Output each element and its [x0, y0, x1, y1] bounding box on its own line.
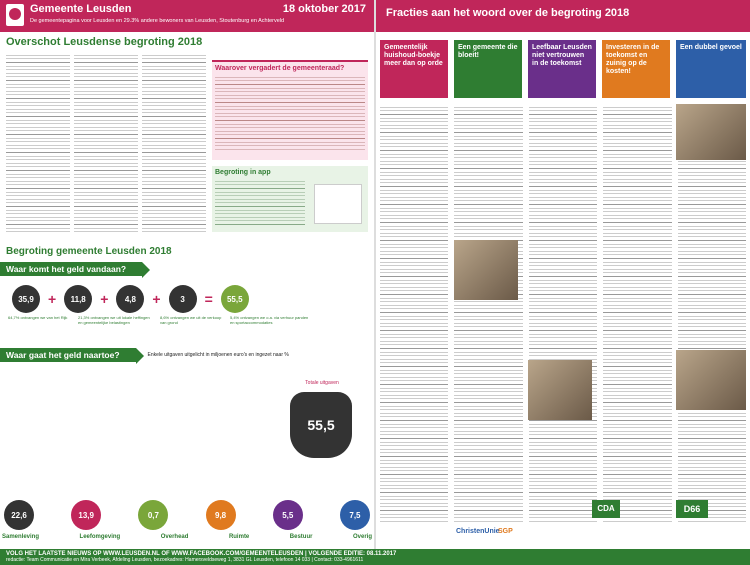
column-text-3	[529, 104, 597, 524]
income-banner: Waar komt het geld vandaan?	[0, 262, 142, 276]
plus-icon: +	[48, 291, 57, 307]
header-date: 18 oktober 2017	[282, 3, 366, 15]
page-headline: Overschot Leusdense begroting 2018	[6, 36, 203, 48]
label-ruimte: Ruimte	[228, 534, 250, 540]
right-page	[376, 0, 750, 565]
left-page	[0, 0, 374, 565]
app-screenshot	[314, 184, 362, 224]
app-box	[212, 166, 368, 232]
spend-coin-bestuur: 5,5	[273, 500, 303, 530]
label-samenleving: Samenleving	[2, 534, 40, 540]
article-column-3	[142, 52, 206, 232]
header-title: Gemeente Leusden	[30, 3, 132, 15]
spend-banner: Waar gaat het geld naartoe?	[0, 348, 136, 362]
portrait-photo	[454, 240, 518, 300]
spend-labels	[0, 534, 374, 540]
column-text-2	[454, 104, 522, 524]
page-header	[0, 0, 374, 32]
party-card-4: Investeren in de toekomst en zuinig op de kosten!	[602, 40, 670, 98]
portrait-photo	[528, 360, 592, 420]
coin-rijk: 35,9	[12, 285, 40, 313]
column-text-4	[603, 104, 671, 524]
party-card-5: Een dubbel gevoel	[676, 40, 746, 98]
portrait-photo	[676, 104, 746, 160]
d66-logo: D66	[676, 500, 708, 518]
plus-icon: +	[100, 291, 109, 307]
spend-coins	[4, 500, 370, 530]
budget-title: Begroting gemeente Leusden 2018	[6, 246, 172, 257]
label-overig: Overig	[352, 534, 372, 540]
spend-subtitle: Enkele uitgaven uitgelicht in miljoenen euro's en ingezet naar %	[147, 352, 289, 358]
gemeente-logo-icon	[6, 4, 24, 26]
caption-heffingen: 21,3% ontvangen we uit lokale heffingen en gemeentelijke belastingen	[78, 315, 150, 325]
spend-coin-leefomgeving: 13,9	[71, 500, 101, 530]
app-box-title: Begroting in app	[215, 169, 271, 176]
coin-heffingen: 11,8	[64, 285, 92, 313]
meeting-box	[212, 60, 368, 160]
coin-total: 55,5	[221, 285, 249, 313]
party-columns	[380, 104, 746, 524]
footer-line-1: VOLG HET LAATSTE NIEUWS OP WWW.LEUSDEN.NL OF WWW.FACEBOOK.COM/GEMEENTELEUSDEN | VOLGENDE EDITIE: 08.11.2017	[6, 551, 397, 557]
sgp-logo: SGP	[498, 528, 513, 535]
cu-logo: ChristenUnie	[456, 528, 500, 535]
column-text-1	[380, 104, 448, 524]
total-label: Totale uitgaven	[305, 380, 339, 386]
cda-logo: CDA	[592, 500, 620, 518]
article-column-2	[74, 52, 138, 232]
label-bestuur: Bestuur	[289, 534, 313, 540]
budget-section	[0, 244, 374, 327]
meeting-box-title: Waarover vergadert de gemeenteraad?	[215, 65, 345, 72]
caption-rijk: 64,7% ontvangen we van het Rijk	[8, 315, 68, 320]
party-card-2: Een gemeente die bloeit!	[454, 40, 522, 98]
caption-grond: 8,6% ontvangen we uit de verkoop van grond	[160, 315, 222, 325]
party-card-3: Leefbaar Leusden niet vertrouwen in de toekomst	[528, 40, 596, 98]
spend-coin-samenleving: 22,6	[4, 500, 34, 530]
total-bag: 55,5	[290, 392, 352, 458]
party-card-1: Gemeentelijk huishoud-boekje meer dan op orde	[380, 40, 448, 98]
spend-coin-ruimte: 9,8	[206, 500, 236, 530]
portrait-photo	[676, 350, 746, 410]
label-leefomgeving: Leefomgeving	[79, 534, 121, 540]
right-header: Fracties aan het woord over de begroting 2018	[376, 0, 750, 32]
coin-grond: 4,8	[116, 285, 144, 313]
column-text-5	[678, 104, 746, 524]
header-subtitle: De gemeentepagina voor Leusden en 29.3% andere bewoners van Leusden, Stoutenburg en Achterveld	[30, 18, 285, 24]
equals-icon: =	[204, 291, 213, 307]
caption-verhuur: 5,4% ontvangen we o.a. via verhuur panden en sportaccommodaties	[230, 315, 309, 325]
label-overhead: Overhead	[160, 534, 189, 540]
spend-coin-overhead: 0,7	[138, 500, 168, 530]
article-column-1	[6, 52, 70, 232]
coin-verhuur: 3	[169, 285, 197, 313]
income-row	[0, 277, 374, 313]
income-captions	[0, 313, 374, 327]
spend-coin-overig: 7,5	[340, 500, 370, 530]
page-footer	[0, 549, 750, 565]
footer-line-2: redactie: Team Communicatie en Mira Verbeek, Afdeling Leusden, bezoekadres: Hamersveldseweg 1, 3831 GL Leusden, telefoon 14 033 | Contact: 033-4961611	[6, 557, 364, 563]
plus-icon: +	[152, 291, 161, 307]
spend-section	[0, 348, 374, 362]
